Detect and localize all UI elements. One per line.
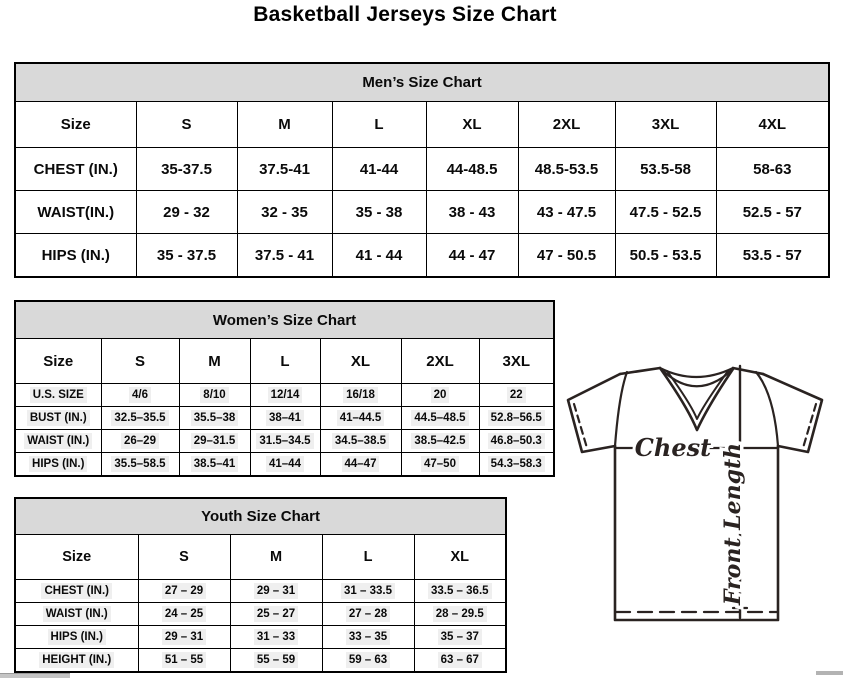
table-cell: 33 – 35 <box>322 626 414 649</box>
column-header: S <box>138 535 230 580</box>
column-header: XL <box>414 535 506 580</box>
table-cell: 28 – 29.5 <box>414 603 506 626</box>
table-row <box>15 148 829 191</box>
table-cell: 53.5-58 <box>615 148 716 191</box>
table-cell: 46.8–50.3 <box>479 430 554 453</box>
jersey-shoulder-right <box>733 368 763 374</box>
row-label: HEIGHT (IN.) <box>15 649 138 673</box>
column-header: 2XL <box>518 102 615 148</box>
column-header: Size <box>15 535 138 580</box>
table-title: Men’s Size Chart <box>15 63 829 102</box>
table-cell: 55 – 59 <box>230 649 322 673</box>
horizontal-scrollbar-fragment[interactable] <box>816 671 843 675</box>
table-cell: 47–50 <box>401 453 479 477</box>
table-cell: 27 – 29 <box>138 580 230 603</box>
table-cell: 31 – 33.5 <box>322 580 414 603</box>
table-title-row <box>15 63 829 102</box>
size-header-row <box>15 535 506 580</box>
column-header: 3XL <box>615 102 716 148</box>
table-cell: 32 - 35 <box>237 191 332 234</box>
table-cell: 44.5–48.5 <box>401 407 479 430</box>
table-cell: 37.5-41 <box>237 148 332 191</box>
table-cell: 29 – 31 <box>230 580 322 603</box>
row-label: U.S. SIZE <box>15 384 101 407</box>
column-header: M <box>237 102 332 148</box>
column-header: M <box>179 339 250 384</box>
table-cell: 8/10 <box>179 384 250 407</box>
table-cell: 52.8–56.5 <box>479 407 554 430</box>
table-cell: 44-48.5 <box>426 148 518 191</box>
table-cell: 44–47 <box>320 453 401 477</box>
table-row <box>15 430 554 453</box>
jersey-collar-inner-v <box>667 371 728 419</box>
column-header: Size <box>15 102 136 148</box>
table-cell: 52.5 - 57 <box>716 191 829 234</box>
table-row <box>15 453 554 477</box>
jersey-sleeve-right <box>763 374 822 452</box>
table-title: Women’s Size Chart <box>15 301 554 339</box>
table-title-row <box>15 301 554 339</box>
column-header: S <box>136 102 237 148</box>
table-cell: 53.5 - 57 <box>716 234 829 278</box>
column-header: L <box>322 535 414 580</box>
row-label: WAIST (IN.) <box>15 603 138 626</box>
table-cell: 50.5 - 53.5 <box>615 234 716 278</box>
table-cell: 38 - 43 <box>426 191 518 234</box>
table-row <box>15 649 506 673</box>
table-cell: 26–29 <box>101 430 179 453</box>
jersey-measurement-diagram <box>556 356 843 632</box>
row-label: HIPS (IN.) <box>15 453 101 477</box>
table-cell: 29 – 31 <box>138 626 230 649</box>
table-row <box>15 407 554 430</box>
row-label: HIPS (IN.) <box>15 234 136 278</box>
table-cell: 33.5 – 36.5 <box>414 580 506 603</box>
table-row <box>15 626 506 649</box>
table-cell: 31 – 33 <box>230 626 322 649</box>
table-cell: 48.5-53.5 <box>518 148 615 191</box>
table-cell: 22 <box>479 384 554 407</box>
column-header: S <box>101 339 179 384</box>
row-label: HIPS (IN.) <box>15 626 138 649</box>
table-cell: 35 – 37 <box>414 626 506 649</box>
size-header-row <box>15 339 554 384</box>
table-cell: 58-63 <box>716 148 829 191</box>
table-cell: 41 - 44 <box>332 234 426 278</box>
page-title: Basketball Jerseys Size Chart <box>253 3 557 26</box>
table-cell: 27 – 28 <box>322 603 414 626</box>
column-header: Size <box>15 339 101 384</box>
horizontal-scrollbar-thumb[interactable] <box>0 673 70 678</box>
table-cell: 44 - 47 <box>426 234 518 278</box>
table-row <box>15 580 506 603</box>
table-cell: 35 - 38 <box>332 191 426 234</box>
column-header: 4XL <box>716 102 829 148</box>
column-header: 3XL <box>479 339 554 384</box>
table-cell: 24 – 25 <box>138 603 230 626</box>
table-cell: 38–41 <box>250 407 320 430</box>
table-cell: 41–44.5 <box>320 407 401 430</box>
table-row <box>15 603 506 626</box>
youth-size-table <box>14 497 507 673</box>
column-header: 2XL <box>401 339 479 384</box>
jersey-armhole-right-seam <box>756 372 778 446</box>
row-label: WAIST(IN.) <box>15 191 136 234</box>
table-cell: 63 – 67 <box>414 649 506 673</box>
table-cell: 47 - 50.5 <box>518 234 615 278</box>
table-cell: 35.5–58.5 <box>101 453 179 477</box>
table-cell: 41–44 <box>250 453 320 477</box>
table-cell: 51 – 55 <box>138 649 230 673</box>
column-header: XL <box>320 339 401 384</box>
chest-label: Chest <box>634 433 712 462</box>
row-label: BUST (IN.) <box>15 407 101 430</box>
table-title: Youth Size Chart <box>15 498 506 535</box>
column-header: XL <box>426 102 518 148</box>
column-header: L <box>250 339 320 384</box>
table-cell: 25 – 27 <box>230 603 322 626</box>
table-cell: 12/14 <box>250 384 320 407</box>
table-cell: 47.5 - 52.5 <box>615 191 716 234</box>
mens-size-table <box>14 62 830 278</box>
table-cell: 4/6 <box>101 384 179 407</box>
table-cell: 38.5–41 <box>179 453 250 477</box>
table-cell: 41-44 <box>332 148 426 191</box>
jersey-body-outline <box>615 446 778 620</box>
table-cell: 29–31.5 <box>179 430 250 453</box>
table-cell: 35.5–38 <box>179 407 250 430</box>
table-row <box>15 384 554 407</box>
table-cell: 38.5–42.5 <box>401 430 479 453</box>
table-cell: 35 - 37.5 <box>136 234 237 278</box>
front-length-label: Front Length <box>720 442 746 606</box>
row-label: CHEST (IN.) <box>15 148 136 191</box>
jersey-sleeve-left <box>568 374 620 452</box>
row-label: CHEST (IN.) <box>15 580 138 603</box>
table-cell: 35-37.5 <box>136 148 237 191</box>
table-cell: 29 - 32 <box>136 191 237 234</box>
row-label: WAIST (IN.) <box>15 430 101 453</box>
size-header-row <box>15 102 829 148</box>
table-cell: 31.5–34.5 <box>250 430 320 453</box>
column-header: L <box>332 102 426 148</box>
table-cell: 16/18 <box>320 384 401 407</box>
table-row <box>15 234 829 278</box>
table-title-row <box>15 498 506 535</box>
table-cell: 54.3–58.3 <box>479 453 554 477</box>
table-cell: 20 <box>401 384 479 407</box>
table-cell: 32.5–35.5 <box>101 407 179 430</box>
column-header: M <box>230 535 322 580</box>
table-row <box>15 191 829 234</box>
jersey-armhole-left-seam <box>615 372 627 446</box>
table-cell: 59 – 63 <box>322 649 414 673</box>
table-cell: 34.5–38.5 <box>320 430 401 453</box>
table-cell: 37.5 - 41 <box>237 234 332 278</box>
table-cell: 43 - 47.5 <box>518 191 615 234</box>
womens-size-table <box>14 300 555 477</box>
